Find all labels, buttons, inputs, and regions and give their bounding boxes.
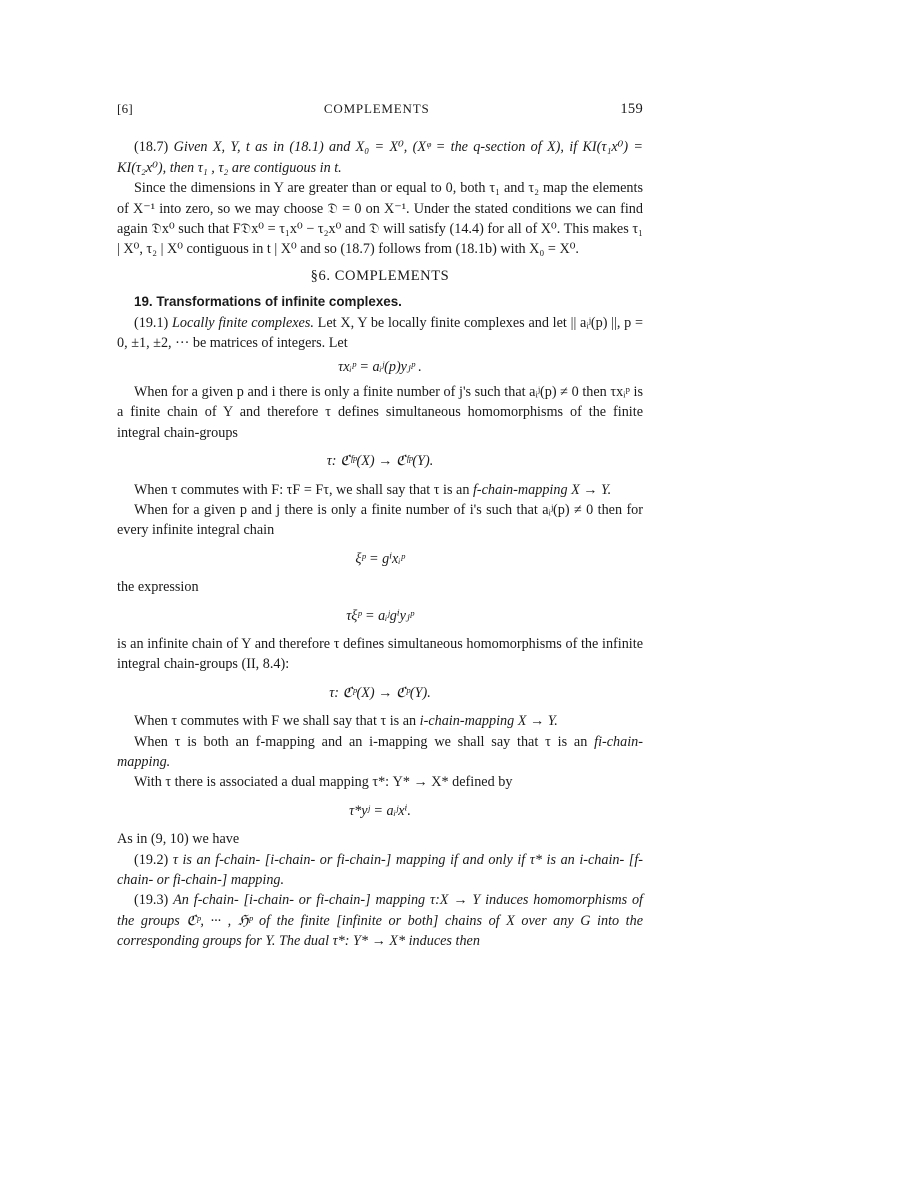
theorem-19-3-number: (19.3) bbox=[134, 892, 174, 909]
definition-19-1-title: Locally finite complexes. bbox=[172, 314, 314, 331]
theorem-19-2-number: (19.2) bbox=[134, 851, 173, 868]
definition-19-1-text: Let X, Y be locally finite complexes and let || aᵢʲ(p) ||, p = 0, ±1, ±2, ··· be matrices of integers. Let bbox=[117, 314, 644, 352]
definition-19-1-number: (19.1) bbox=[134, 314, 173, 331]
equation-1: τxᵢᵖ = aᵢʲ(p)yⱼᵖ . bbox=[338, 359, 422, 376]
theorem-19-2 bbox=[117, 850, 643, 891]
section-title: §6. COMPLEMENTS bbox=[310, 267, 450, 284]
equation-2: τ: ℭᶠᵖ(X) → ℭᶠᵖ(Y). bbox=[326, 453, 434, 470]
paragraph-i-chain bbox=[117, 711, 643, 731]
paragraph-i-chain-text: When τ commutes with F we shall say that τ is an bbox=[134, 713, 420, 730]
text-column bbox=[117, 99, 643, 952]
subsection-heading bbox=[117, 292, 643, 312]
theorem-18-7 bbox=[117, 137, 643, 178]
i-chain-term: i-chain-mapping X → Y. bbox=[419, 713, 558, 730]
paragraph-finite-case: When for a given p and i there is only a finite number of j's such that aᵢʲ(p) ≠ 0 then τxᵢᵖ is a finite chain of Y and therefore τ defines simultaneous homomorphisms of the finite integral chain-groups bbox=[117, 383, 643, 441]
paragraph-f-chain-text: When τ commutes with F: τF = Fτ, we shall say that τ is an bbox=[134, 481, 473, 498]
theorem-19-2-statement: τ is an f-chain- [i-chain- or fi-chain-] mapping if and only if τ* is an i-chain- [f-chain- or fi-chain-] mapping. bbox=[117, 851, 643, 888]
paragraph-f-chain bbox=[117, 480, 643, 500]
paragraph-fi-chain-text: When τ is both an f-mapping and an i-mapping we shall say that τ is an bbox=[134, 733, 595, 750]
f-chain-term: f-chain-mapping X → Y. bbox=[472, 481, 612, 498]
paragraph-as-in: As in (9, 10) we have bbox=[117, 831, 240, 848]
paragraph-expression: the expression bbox=[117, 579, 199, 596]
paragraph-infinite-case: When for a given p and j there is only a finite number of i's such that aᵢʲ(p) ≠ 0 then for every infinite integral chain bbox=[117, 501, 643, 539]
theorem-18-7-statement: Given X, Y, t as in (18.1) and X₀ = X⁰, (Xᵠ = the q-section of X), if KI(τ₁x⁰) = KI(τ₂x⁰), then τ₁ , τ₂ are contiguous in t. bbox=[117, 139, 643, 176]
equation-5: τ: ℭᵖ(X) → ℭᵖ(Y). bbox=[329, 684, 431, 701]
theorem-18-7-number: (18.7) bbox=[134, 139, 174, 156]
subsection-title: 19. Transformations of infinite complexes. bbox=[134, 294, 402, 310]
page-number: 159 bbox=[620, 101, 643, 117]
header-section: [6] bbox=[117, 101, 134, 116]
equation-6: τ*yʲ = aᵢʲxⁱ. bbox=[349, 802, 411, 819]
running-title: COMPLEMENTS bbox=[323, 101, 430, 116]
page-header bbox=[117, 99, 643, 119]
paragraph-fi-chain bbox=[117, 732, 643, 773]
proof-paragraph: Since the dimensions in Y are greater than or equal to 0, both τ₁ and τ₂ map the elements of X⁻¹ into zero, so we may choose 𝔇 = 0 on X⁻¹. Under the stated conditions we can find again 𝔇x⁰ such that F𝔇x⁰ = τ₁x⁰ − τ₂x⁰ and 𝔇 will satisfy (14.4) for all of X⁰. This makes τ₁ | X⁰, τ₂ | X⁰ contiguous in t | X⁰ and so (18.7) follows from (18.1b) with X₀ = X⁰. bbox=[117, 180, 643, 258]
paragraph-dual-mapping: With τ there is associated a dual mapping τ*: Y* → X* defined by bbox=[134, 774, 513, 791]
theorem-19-3-statement: An f-chain- [i-chain- or fi-chain-] mapping τ:X → Y induces homomorphisms of the groups ℭᵖ, ··· , ℌᵖ of the finite [infinite or both] chains of X over any G into the corresponding groups for Y. The dual τ*: Y* → X* induces then bbox=[117, 892, 643, 950]
paragraph-infinite-chain: is an infinite chain of Y and therefore τ defines simultaneous homomorphisms of the infinite integral chain-groups (II, 8.4): bbox=[117, 635, 643, 673]
equation-3: ξᵖ = gⁱxᵢᵖ bbox=[355, 550, 405, 567]
definition-19-1 bbox=[117, 313, 643, 354]
theorem-19-3 bbox=[117, 890, 643, 951]
fi-chain-term: fi-chain-mapping. bbox=[117, 733, 643, 770]
equation-4: τξᵖ = aᵢʲgⁱyⱼᵖ bbox=[346, 607, 414, 624]
